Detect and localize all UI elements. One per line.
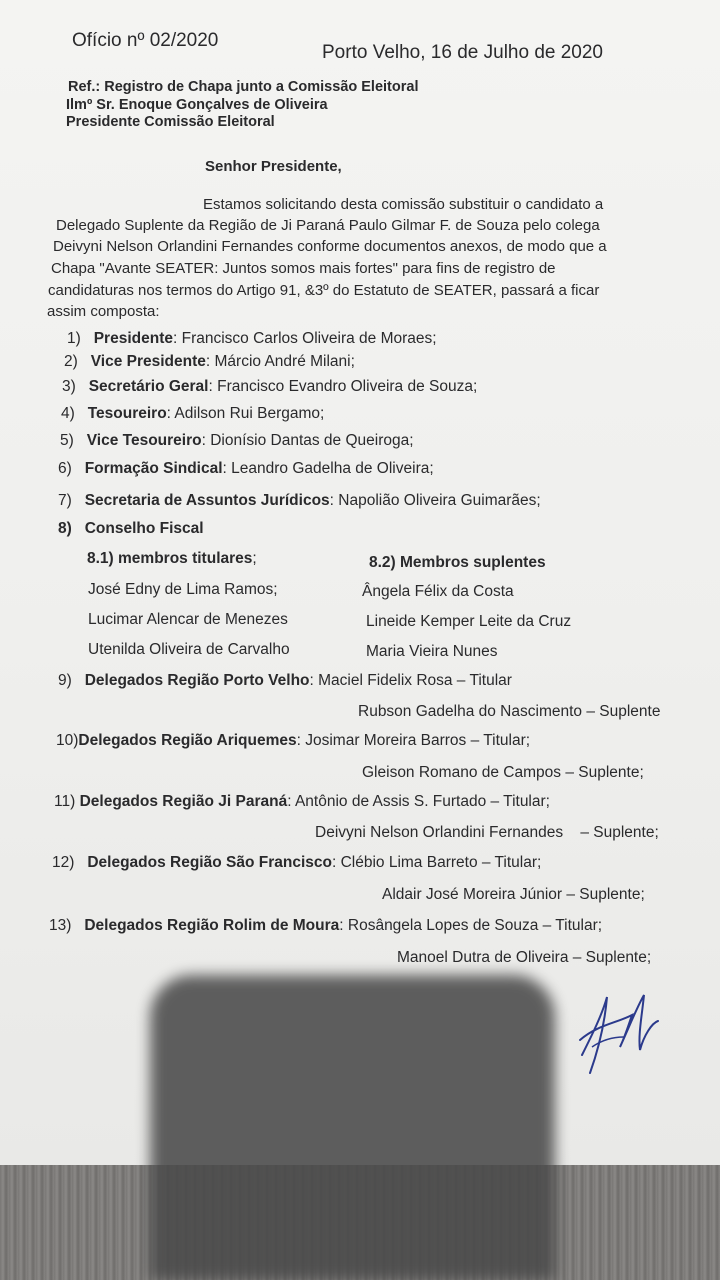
delegados-suplente: Manoel Dutra de Oliveira – Suplente; bbox=[397, 949, 652, 966]
delegados-titular: : Antônio de Assis S. Furtado – Titular; bbox=[287, 793, 550, 810]
item-role: Secretaria de Assuntos Jurídicos bbox=[84, 492, 330, 509]
item-role: Presidente bbox=[93, 330, 173, 347]
conselho-title: Conselho Fiscal bbox=[84, 520, 204, 537]
reference-line-1: Ref.: Registro de Chapa junto a Comissão Eleitoral bbox=[68, 79, 419, 95]
list-item bbox=[58, 492, 541, 510]
item-number: 1) bbox=[67, 330, 81, 347]
delegados-label: Delegados Região Ji Paraná bbox=[79, 793, 288, 810]
item-number: 4) bbox=[61, 405, 75, 422]
item-name: : Dionísio Dantas de Queiroga; bbox=[201, 432, 414, 449]
titulares-label-text: 8.1) membros titulares bbox=[87, 550, 253, 567]
item-name: : Napolião Oliveira Guimarães; bbox=[329, 492, 541, 509]
list-item bbox=[67, 330, 437, 348]
delegados-titular: : Maciel Fidelix Rosa – Titular bbox=[309, 672, 512, 689]
delegados-suplente: Aldair José Moreira Júnior – Suplente; bbox=[382, 886, 645, 903]
delegados-label: Delegados Região Porto Velho bbox=[84, 672, 310, 689]
handwritten-signature bbox=[572, 985, 662, 1080]
item-role: Vice Presidente bbox=[90, 353, 206, 370]
delegados-suplente: Gleison Romano de Campos – Suplente; bbox=[362, 764, 644, 781]
list-item bbox=[60, 432, 414, 450]
item-number: 10) bbox=[56, 732, 79, 749]
delegados-label: Delegados Região São Francisco bbox=[87, 854, 332, 871]
list-item bbox=[58, 460, 434, 478]
delegados-label: Delegados Região Rolim de Moura bbox=[84, 917, 340, 934]
titulares-label bbox=[87, 550, 257, 568]
suplentes-label: 8.2) Membros suplentes bbox=[369, 554, 546, 571]
suplente-member: Ângela Félix da Costa bbox=[362, 583, 514, 600]
item-number: 13) bbox=[49, 917, 72, 934]
delegados-row bbox=[52, 854, 541, 872]
reference-line-2: Ilmº Sr. Enoque Gonçalves de Oliveira bbox=[66, 97, 328, 113]
item-number: 12) bbox=[52, 854, 75, 871]
salutation: Senhor Presidente, bbox=[205, 158, 342, 175]
item-number: 11) bbox=[54, 793, 76, 810]
delegados-suplente: Rubson Gadelha do Nascimento – Suplente bbox=[358, 703, 661, 720]
place-date: Porto Velho, 16 de Julho de 2020 bbox=[322, 42, 604, 63]
item-role: Tesoureiro bbox=[87, 405, 167, 422]
item-number: 5) bbox=[60, 432, 74, 449]
hand-shadow bbox=[150, 975, 555, 1280]
suplente-member: Maria Vieira Nunes bbox=[366, 643, 498, 660]
delegados-titular: : Clébio Lima Barreto – Titular; bbox=[331, 854, 542, 871]
item-number: 3) bbox=[62, 378, 76, 395]
item-role: Vice Tesoureiro bbox=[86, 432, 202, 449]
item-role: Secretário Geral bbox=[88, 378, 209, 395]
delegados-row bbox=[54, 793, 550, 811]
oficio-number: Ofício nº 02/2020 bbox=[72, 30, 219, 51]
item-number: 9) bbox=[58, 672, 72, 689]
paragraph-line: Chapa "Avante SEATER: Juntos somos mais fortes" para fins de registro de bbox=[51, 260, 556, 277]
titular-member: Utenilda Oliveira de Carvalho bbox=[88, 641, 290, 658]
reference-line-3: Presidente Comissão Eleitoral bbox=[66, 114, 275, 130]
item-number: 2) bbox=[64, 353, 78, 370]
titulares-label-suffix: ; bbox=[252, 550, 257, 567]
delegados-row bbox=[49, 917, 602, 935]
item-name: : Francisco Carlos Oliveira de Moraes; bbox=[172, 330, 437, 347]
paragraph-line: Deivyni Nelson Orlandini Fernandes conforme documentos anexos, de modo que a bbox=[53, 238, 607, 255]
paragraph-line: Estamos solicitando desta comissão substituir o candidato a bbox=[203, 196, 604, 213]
suplente-member: Lineide Kemper Leite da Cruz bbox=[366, 613, 572, 630]
delegados-row bbox=[56, 732, 530, 750]
delegados-suplente: Deivyni Nelson Orlandini Fernandes – Suplente; bbox=[315, 824, 659, 841]
list-item bbox=[62, 378, 477, 396]
item-number: 8) bbox=[58, 520, 72, 537]
list-item bbox=[61, 405, 324, 423]
item-name: : Francisco Evandro Oliveira de Souza; bbox=[208, 378, 478, 395]
item-number: 6) bbox=[58, 460, 72, 477]
item-number: 7) bbox=[58, 492, 72, 509]
paragraph-line: Delegado Suplente da Região de Ji Paraná Paulo Gilmar F. de Souza pelo colega bbox=[56, 217, 600, 234]
delegados-row bbox=[58, 672, 512, 690]
delegados-titular: : Josimar Moreira Barros – Titular; bbox=[296, 732, 531, 749]
titular-member: Lucimar Alencar de Menezes bbox=[88, 611, 288, 628]
list-item bbox=[64, 353, 355, 371]
delegados-titular: : Rosângela Lopes de Souza – Titular; bbox=[339, 917, 603, 934]
item-name: : Márcio André Milani; bbox=[205, 353, 355, 370]
delegados-label: Delegados Região Ariquemes bbox=[78, 732, 297, 749]
paragraph-line: assim composta: bbox=[47, 303, 160, 320]
item-name: : Leandro Gadelha de Oliveira; bbox=[222, 460, 434, 477]
item-name: : Adilson Rui Bergamo; bbox=[166, 405, 325, 422]
titular-member: José Edny de Lima Ramos; bbox=[88, 581, 278, 598]
paragraph-line: candidaturas nos termos do Artigo 91, &3º do Estatuto de SEATER, passará a ficar bbox=[48, 282, 600, 299]
item-role: Formação Sindical bbox=[84, 460, 223, 477]
conselho-fiscal-heading bbox=[58, 520, 204, 538]
